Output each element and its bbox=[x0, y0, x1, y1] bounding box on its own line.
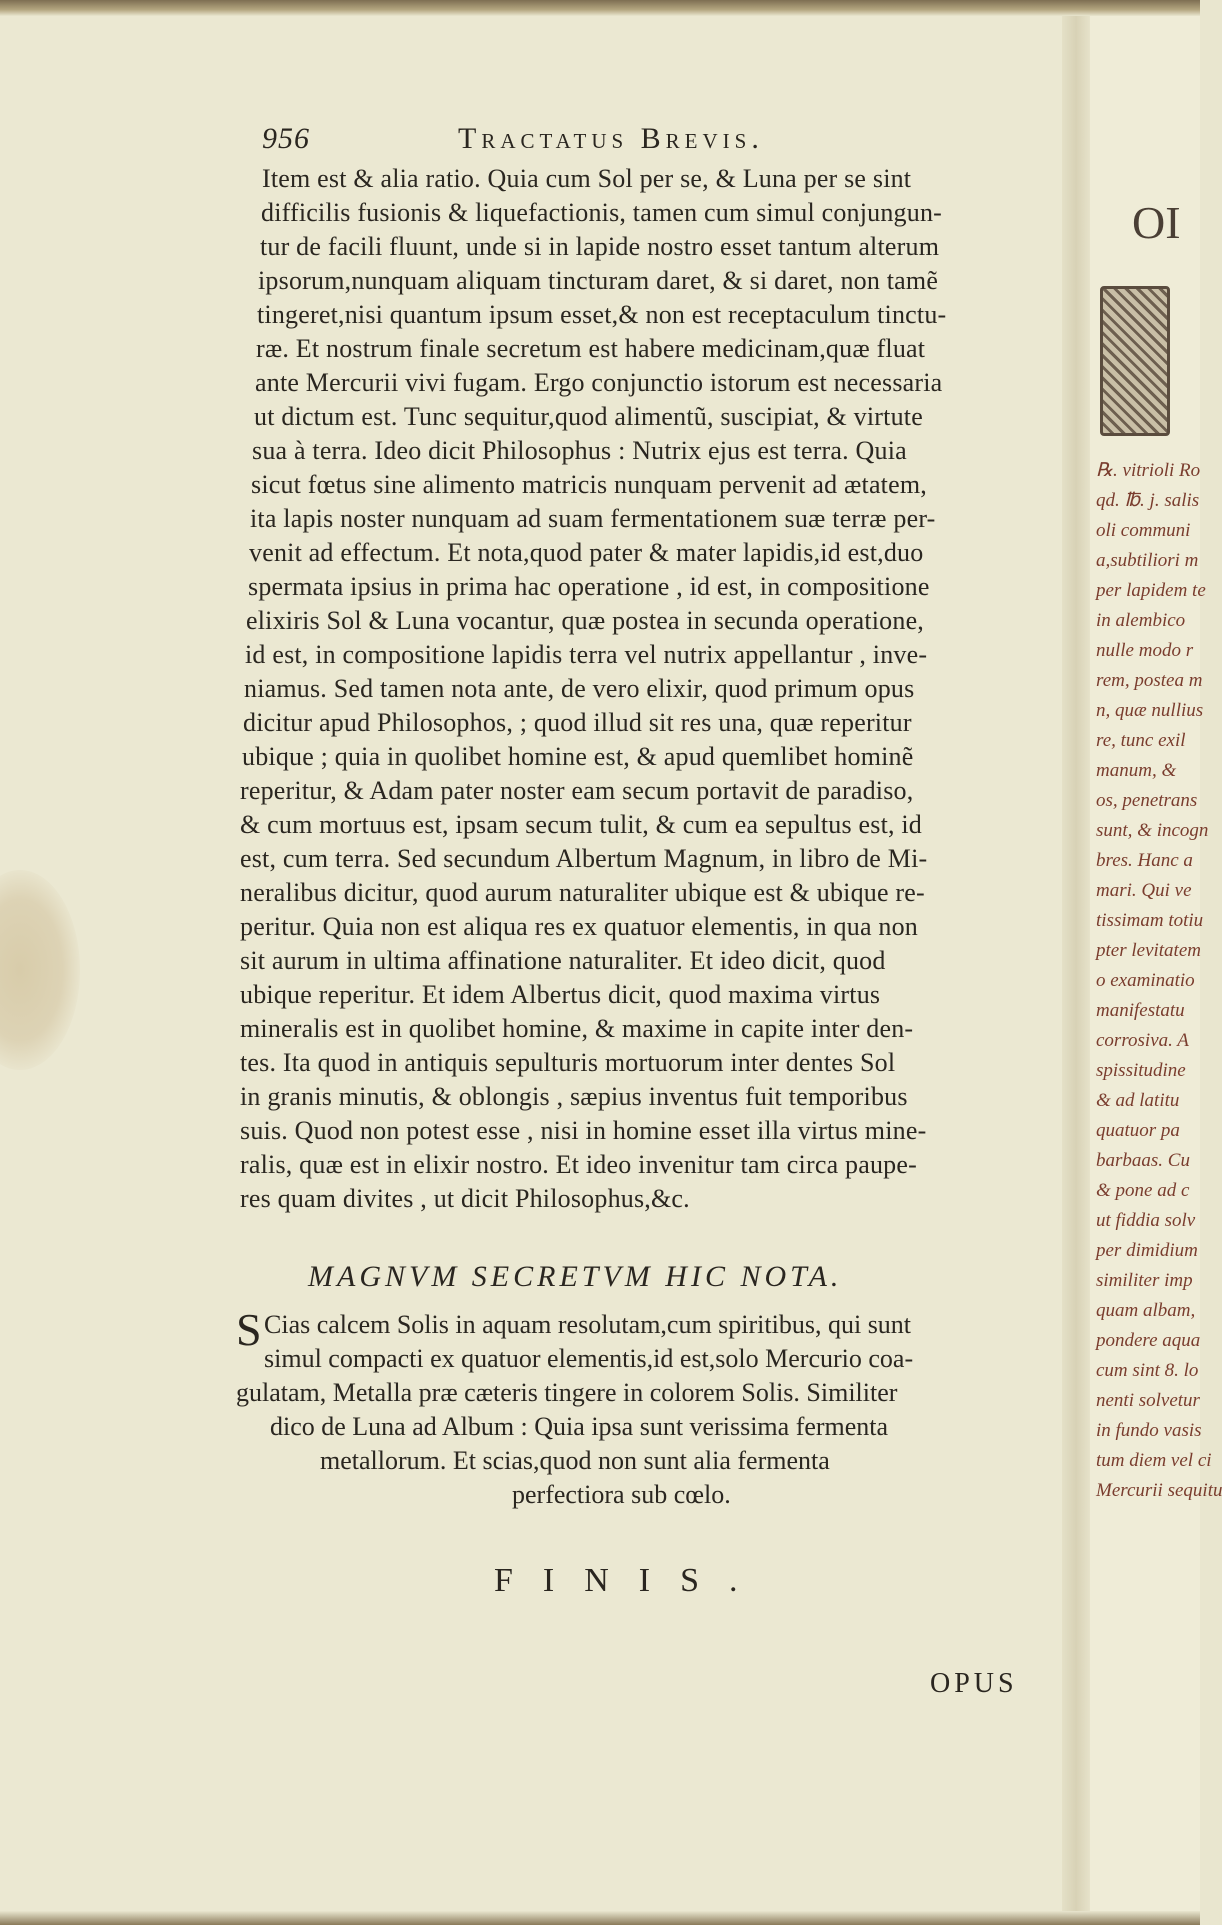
page-number: 956 bbox=[262, 122, 310, 155]
text-line: ubique reperitur. Et idem Albertus dicit, quod maxima virtus bbox=[240, 980, 881, 1009]
facing-line: spissitudine bbox=[1096, 1060, 1186, 1081]
facing-line: ut fiddia solv bbox=[1096, 1210, 1196, 1231]
facing-line: ℞. vitrioli Ro bbox=[1096, 460, 1201, 481]
text-line: ut dictum est. Tunc sequitur,quod alimentũ, suscipiat, & virtute bbox=[254, 402, 923, 431]
facing-page-text bbox=[1096, 456, 1222, 1506]
section-line: dico de Luna ad Album : Quia ipsa sunt verissima fermenta bbox=[270, 1412, 889, 1441]
facing-line: bres. Hanc a bbox=[1096, 850, 1193, 871]
facing-line: cum sint 8. lo bbox=[1096, 1360, 1199, 1381]
text-line: ipsorum,nunquam aliquam tincturam daret, & si daret, non tamẽ bbox=[258, 266, 939, 295]
facing-line: sunt, & incogn bbox=[1096, 820, 1209, 841]
page-bottom-edge bbox=[0, 1911, 1200, 1925]
text-line: ralis, quæ est in elixir nostro. Et ideo invenitur tam circa paupe- bbox=[240, 1150, 917, 1179]
facing-line: os, penetrans bbox=[1096, 790, 1198, 811]
facing-line: quam albam, bbox=[1096, 1300, 1196, 1321]
facing-line: & ad latitu bbox=[1096, 1090, 1180, 1111]
facing-line: & pone ad c bbox=[1096, 1180, 1190, 1201]
facing-line: Mercurii sequitu bbox=[1096, 1480, 1222, 1501]
section-heading: MAGNVM SECRETVM HIC NOTA. bbox=[308, 1260, 843, 1293]
catchword: OPUS bbox=[930, 1668, 1018, 1699]
book-gutter bbox=[1062, 16, 1090, 1911]
facing-line: per lapidem te bbox=[1096, 580, 1206, 601]
text-line: spermata ipsius in prima hac operatione , id est, in compositione bbox=[248, 572, 930, 601]
ornamental-initial bbox=[1100, 286, 1170, 436]
facing-line: manifestatu bbox=[1096, 1000, 1185, 1021]
section-line: Cias calcem Solis in aquam resolutam,cum spiritibus, qui sunt bbox=[264, 1310, 912, 1339]
text-line: ubique ; quia in quolibet homine est, & apud quemlibet hominẽ bbox=[242, 742, 914, 771]
text-line: sit aurum in ultima affinatione naturaliter. Et ideo dicit, quod bbox=[240, 946, 886, 975]
text-line: elixiris Sol & Luna vocantur, quæ postea in secunda operatione, bbox=[246, 606, 925, 635]
main-text bbox=[240, 162, 1060, 1216]
text-line: ante Mercurii vivi fugam. Ergo conjunctio istorum est necessaria bbox=[255, 368, 943, 397]
text-line: Item est & alia ratio. Quia cum Sol per se, & Luna per se sint bbox=[262, 164, 912, 193]
text-line: venit ad effectum. Et nota,quod pater & mater lapidis,id est,duo bbox=[249, 538, 924, 567]
facing-line: barbaas. Cu bbox=[1096, 1150, 1190, 1171]
text-line: tingeret,nisi quantum ipsum esset,& non est receptaculum tinctu- bbox=[257, 300, 947, 329]
text-line: ita lapis noster nunquam ad suam fermentationem suæ terræ per- bbox=[250, 504, 936, 533]
facing-line: a,subtiliori m bbox=[1096, 550, 1199, 571]
facing-page bbox=[1090, 16, 1222, 1911]
facing-line: pondere aqua bbox=[1096, 1330, 1201, 1351]
text-line: sua à terra. Ideo dicit Philosophus : Nutrix ejus est terra. Quia bbox=[252, 436, 907, 465]
facing-line: tum diem vel ci bbox=[1096, 1450, 1212, 1471]
text-line: res quam divites , ut dicit Philosophus,&c. bbox=[240, 1184, 690, 1213]
section-text bbox=[236, 1304, 1056, 1512]
facing-line: quatuor pa bbox=[1096, 1120, 1180, 1141]
section-line: gulatam, Metalla præ cæteris tingere in colorem Solis. Similiter bbox=[236, 1378, 898, 1407]
facing-line: similiter imp bbox=[1096, 1270, 1193, 1291]
facing-page-title: OI bbox=[1132, 197, 1181, 248]
text-line: & cum mortuus est, ipsam secum tulit, & cum ea sepultus est, id bbox=[240, 810, 923, 839]
facing-line: in alembico bbox=[1096, 610, 1186, 631]
facing-line: manum, & bbox=[1096, 760, 1177, 781]
facing-line: pter levitatem bbox=[1096, 940, 1201, 961]
text-line: neralibus dicitur, quod aurum naturaliter ubique est & ubique re- bbox=[240, 878, 925, 907]
facing-line: per dimidium bbox=[1096, 1240, 1198, 1261]
text-line: sicut fœtus sine alimento matricis nunquam pervenit ad ætatem, bbox=[251, 470, 927, 499]
section-line: metallorum. Et scias,quod non sunt alia fermenta bbox=[320, 1446, 830, 1475]
text-line: peritur. Quia non est aliqua res ex quatuor elementis, in qua non bbox=[240, 912, 918, 941]
facing-line: nulle modo r bbox=[1096, 640, 1194, 661]
text-line: niamus. Sed tamen nota ante, de vero elixir, quod primum opus bbox=[244, 674, 915, 703]
section-line: perfectiora sub cœlo. bbox=[512, 1480, 731, 1509]
facing-line: o examinatio bbox=[1096, 970, 1195, 991]
facing-line: oli communi bbox=[1096, 520, 1191, 541]
page-top-edge bbox=[0, 0, 1200, 16]
text-line: in granis minutis, & oblongis , sæpius inventus fuit temporibus bbox=[240, 1082, 908, 1111]
facing-line: rem, postea m bbox=[1096, 670, 1203, 691]
running-title: Tractatus Brevis. bbox=[458, 122, 764, 155]
text-line: est, cum terra. Sed secundum Albertum Magnum, in libro de Mi- bbox=[240, 844, 928, 873]
facing-line: nenti solvetur bbox=[1096, 1390, 1200, 1411]
text-line: mineralis est in quolibet homine, & maxime in capite inter den- bbox=[240, 1014, 914, 1043]
text-line: ræ. Et nostrum finale secretum est habere medicinam,quæ fluat bbox=[256, 334, 926, 363]
facing-line: tissimam totiu bbox=[1096, 910, 1204, 931]
facing-line: mari. Qui ve bbox=[1096, 880, 1192, 901]
drop-cap: S bbox=[236, 1304, 262, 1355]
page-header bbox=[262, 122, 892, 158]
text-line: suis. Quod non potest esse , nisi in homine esset illa virtus mine- bbox=[240, 1116, 927, 1145]
facing-line: re, tunc exil bbox=[1096, 730, 1186, 751]
facing-line: qd. ℔. j. salis bbox=[1096, 490, 1200, 511]
section-line: simul compacti ex quatuor elementis,id est,solo Mercurio coa- bbox=[264, 1344, 914, 1373]
text-line: reperitur, & Adam pater noster eam secum portavit de paradiso, bbox=[240, 776, 914, 805]
text-line: difficilis fusionis & liquefactionis, tamen cum simul conjungun- bbox=[261, 198, 943, 227]
text-line: tes. Ita quod in antiquis sepulturis mortuorum inter dentes Sol bbox=[240, 1048, 896, 1077]
text-line: tur de facili fluunt, unde si in lapide nostro esset tantum alterum bbox=[260, 232, 940, 261]
text-line: id est, in compositione lapidis terra vel nutrix appellantur , inve- bbox=[245, 640, 928, 669]
finis: FINIS. bbox=[494, 1562, 768, 1599]
facing-line: in fundo vasis bbox=[1096, 1420, 1202, 1441]
text-line: dicitur apud Philosophos, ; quod illud sit res una, quæ reperitur bbox=[243, 708, 912, 737]
facing-line: n, quæ nullius bbox=[1096, 700, 1204, 721]
facing-line: corrosiva. A bbox=[1096, 1030, 1189, 1051]
